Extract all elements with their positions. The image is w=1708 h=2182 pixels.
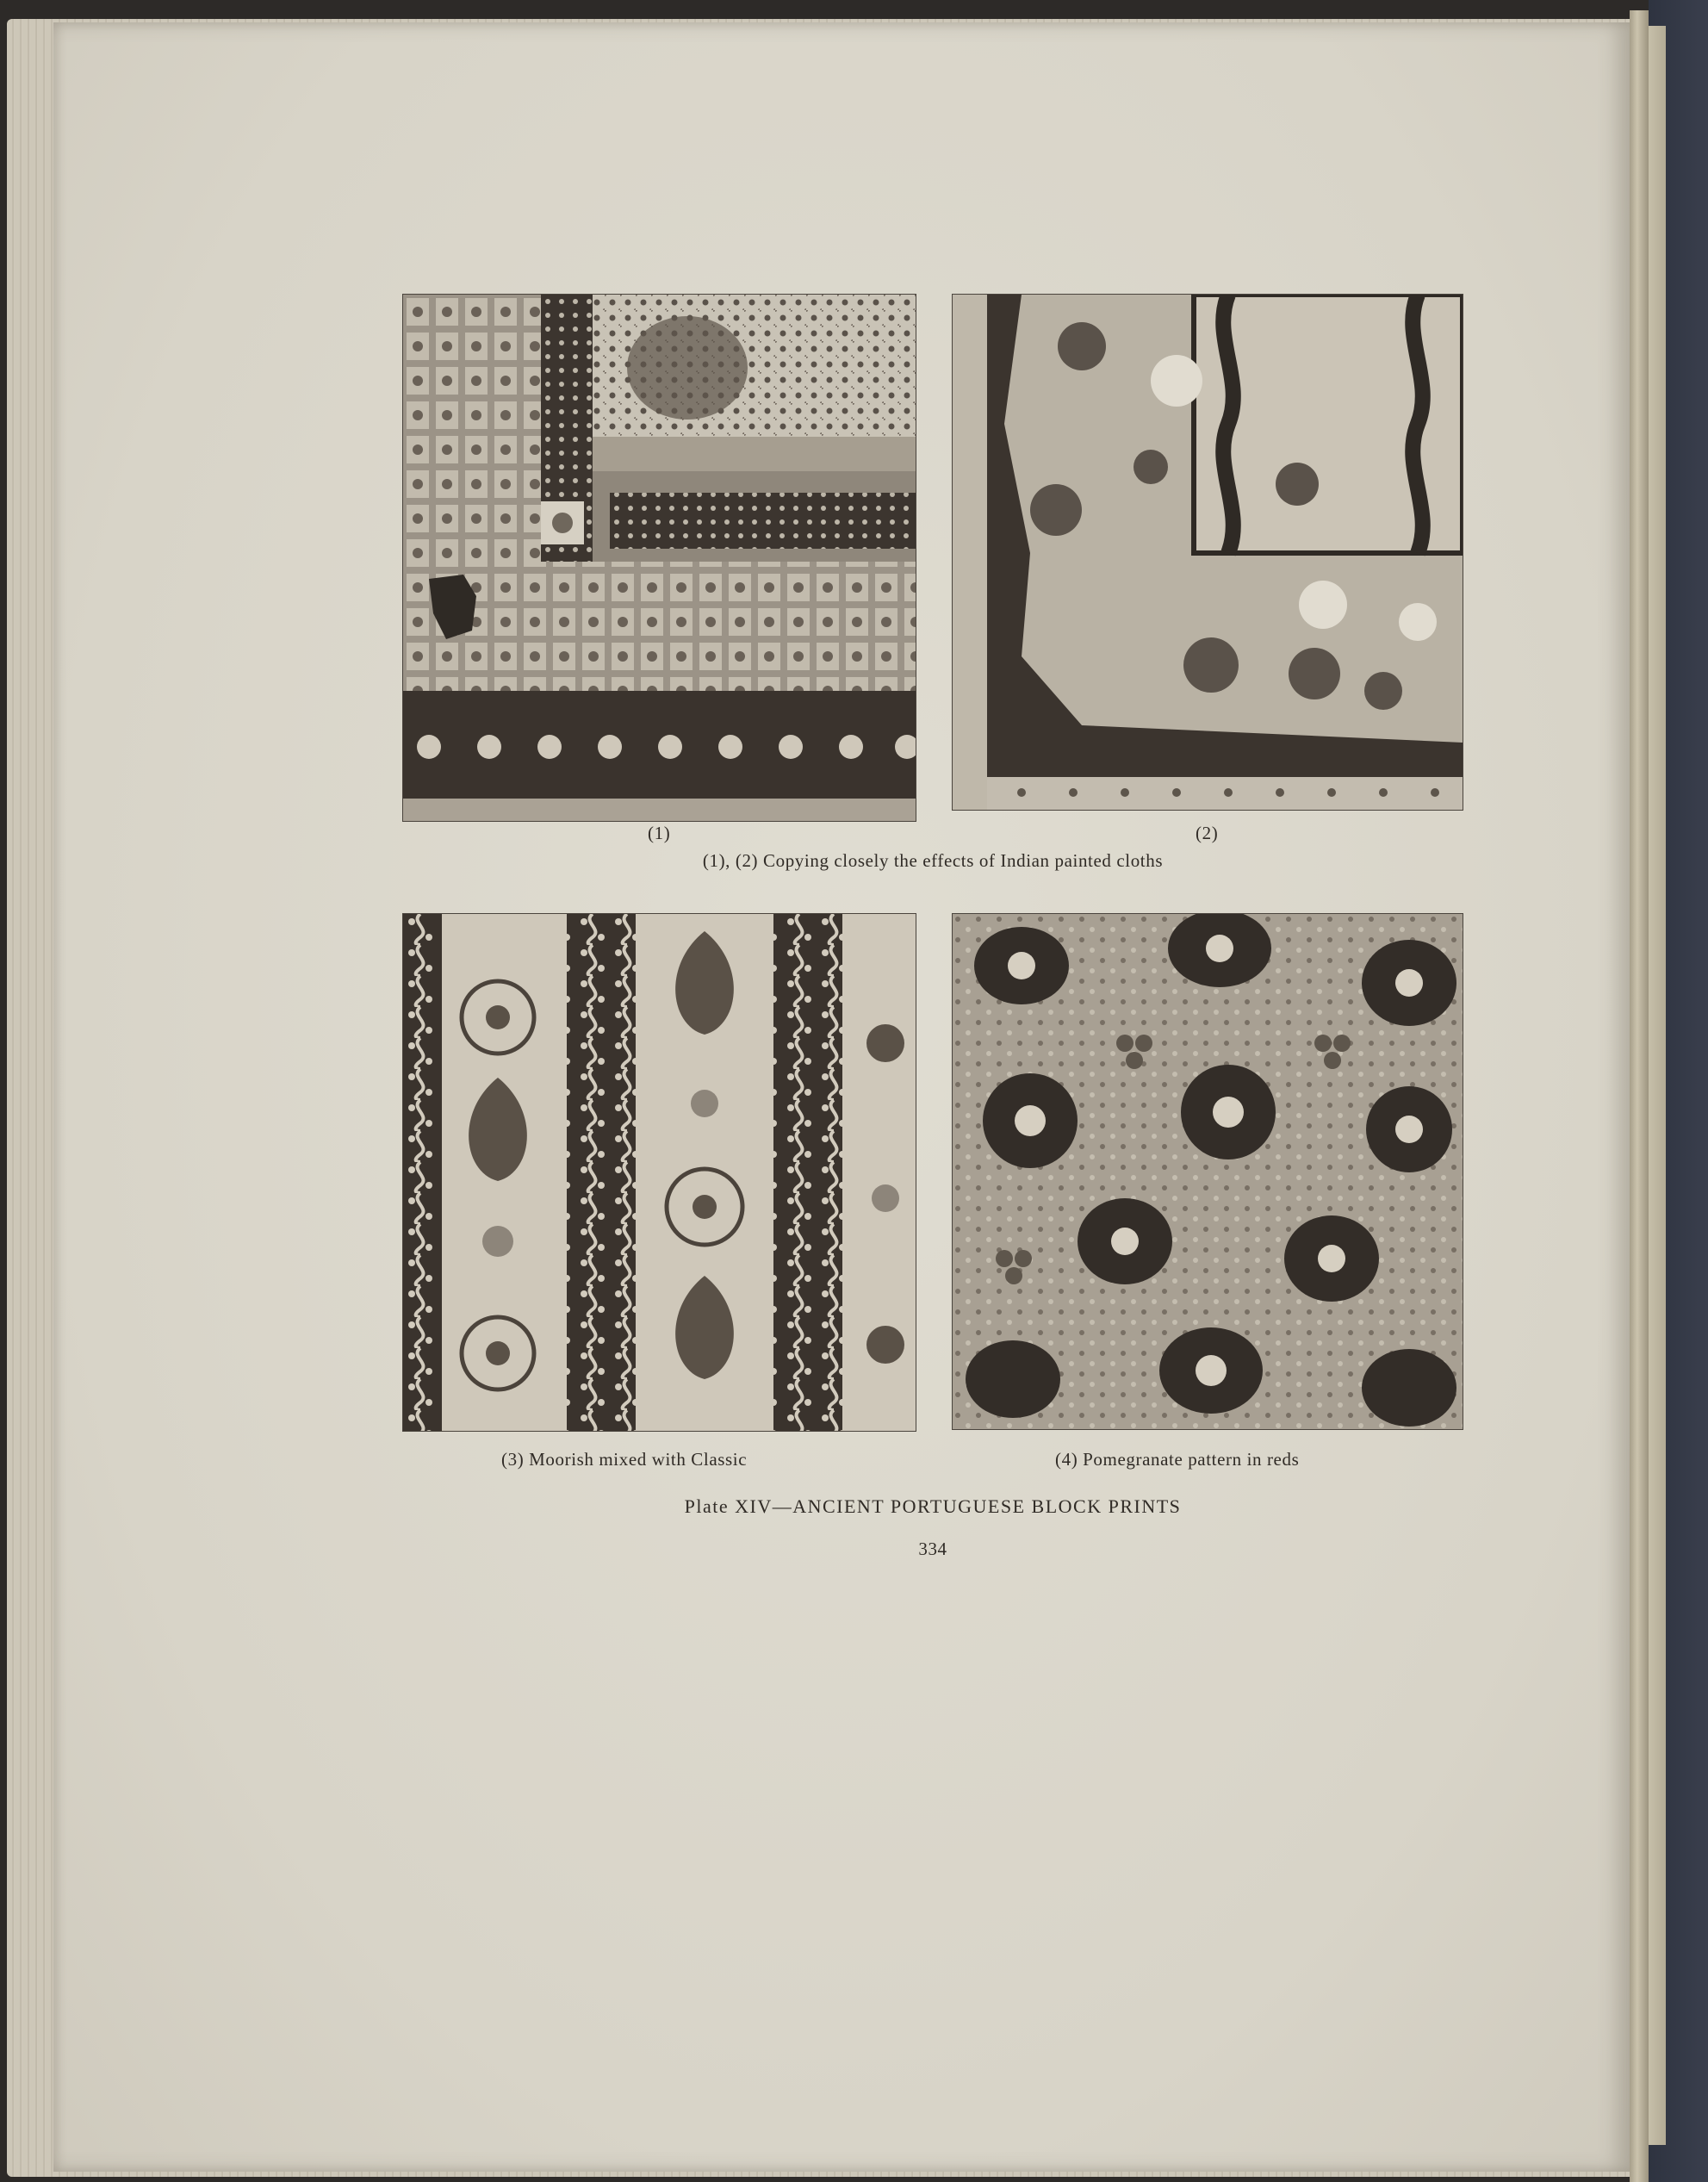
plate-title: Plate XIV—ANCIENT PORTUGUESE BLOCK PRINTS bbox=[684, 1495, 1182, 1517]
plates-1-2-caption: (1), (2) Copying closely the effects of Indian painted cloths bbox=[702, 850, 1164, 871]
book-gutter bbox=[1630, 10, 1649, 2182]
plate-4-image bbox=[952, 913, 1463, 1430]
plate-4-illustration bbox=[953, 914, 1463, 1429]
facing-page-edge bbox=[1649, 26, 1666, 2145]
page-number: 334 bbox=[918, 1539, 947, 1559]
plate-2-illustration bbox=[953, 295, 1463, 810]
plate-3-image bbox=[402, 913, 916, 1432]
plate-1-illustration bbox=[403, 295, 916, 821]
plate-2-number: (2) bbox=[1196, 823, 1219, 843]
plate-2-image bbox=[952, 294, 1463, 811]
plate-1-image bbox=[402, 294, 916, 822]
plate-3-illustration bbox=[403, 914, 916, 1431]
plate-3-caption: (3) Moorish mixed with Classic bbox=[501, 1449, 748, 1470]
plate-4-caption: (4) Pomegranate pattern in reds bbox=[1055, 1449, 1300, 1470]
plate-1-number: (1) bbox=[648, 823, 671, 843]
